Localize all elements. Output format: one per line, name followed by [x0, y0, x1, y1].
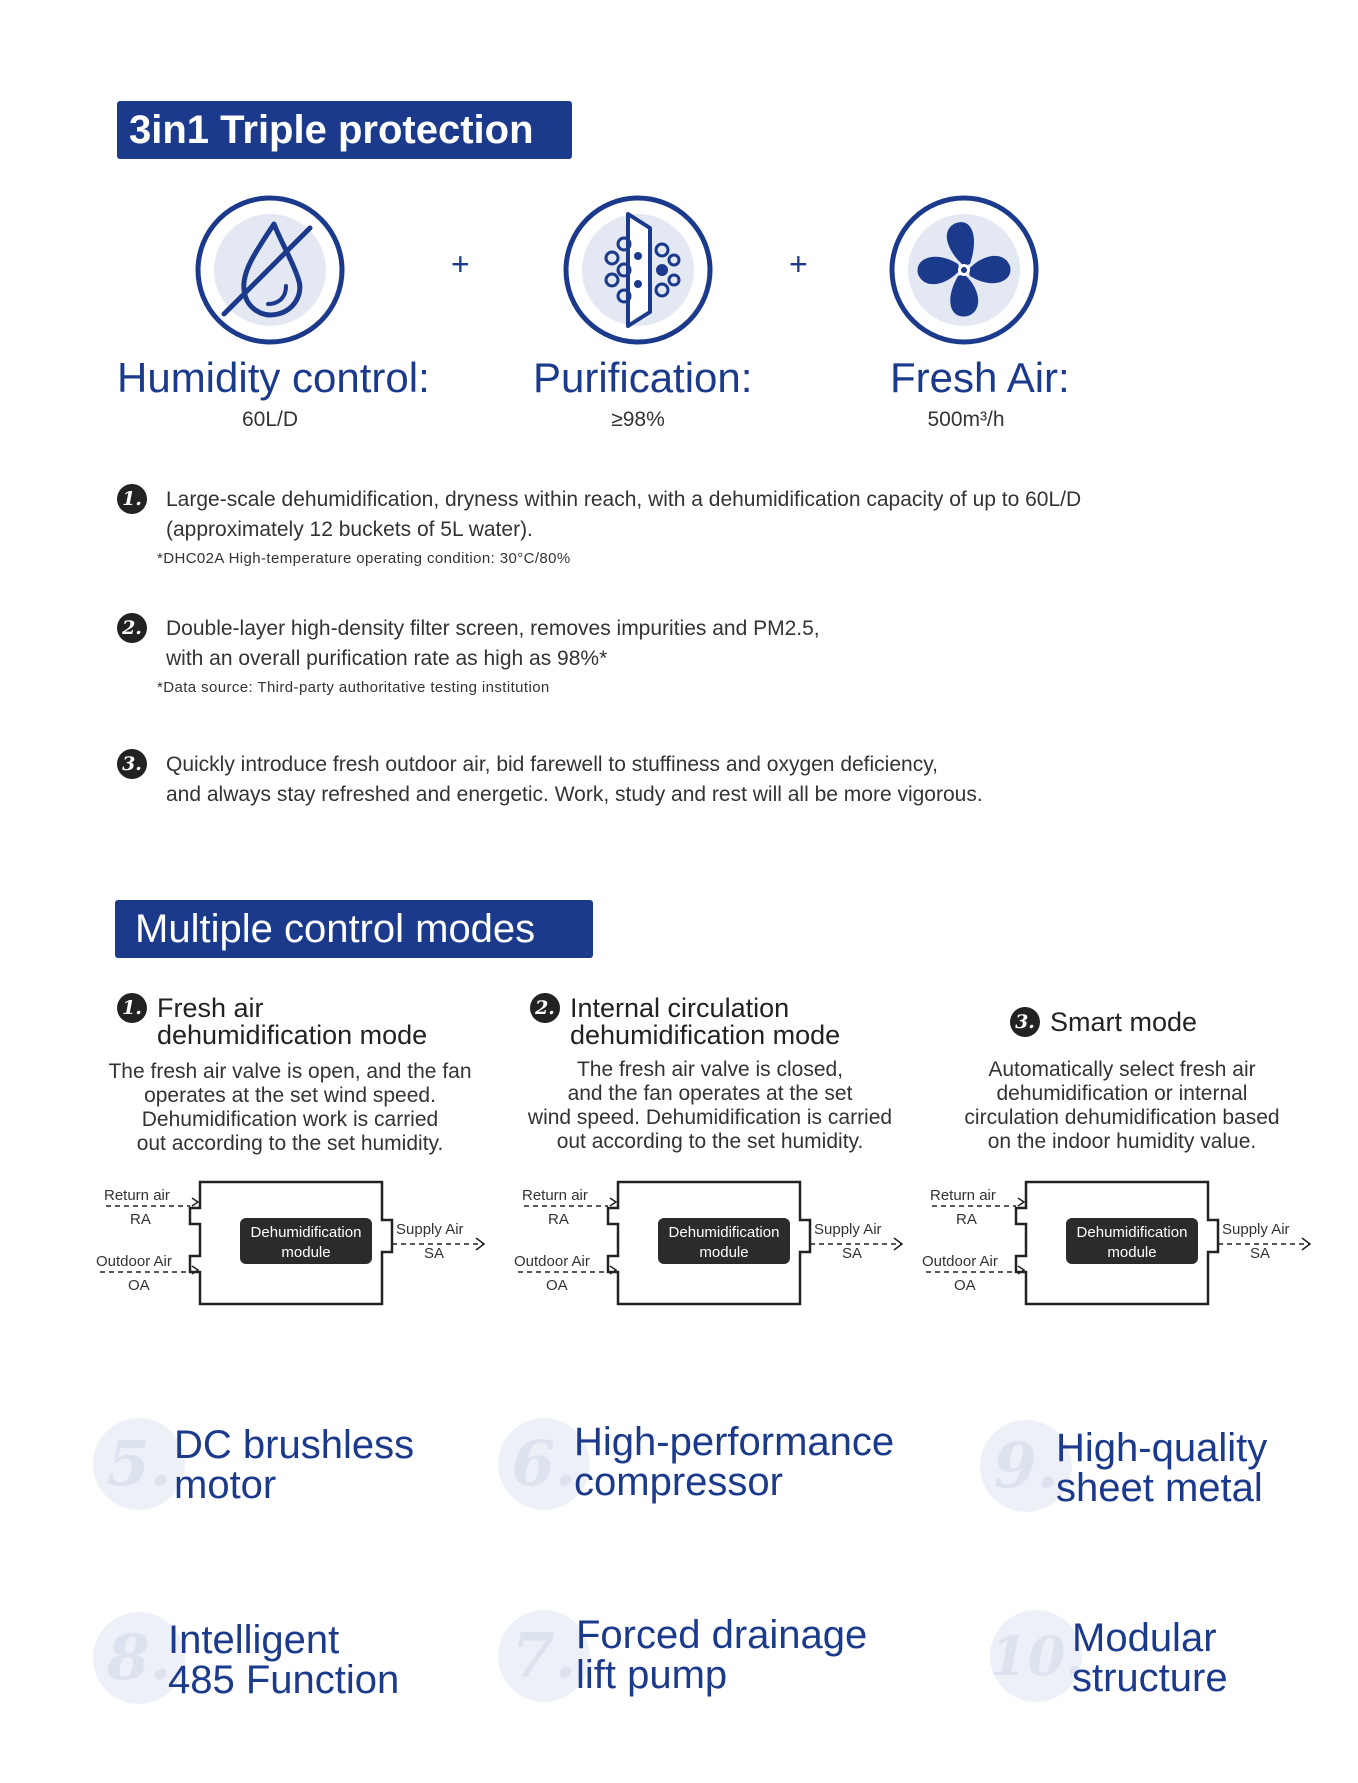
mode-title: dehumidification mode	[157, 1020, 428, 1050]
module-label: module	[699, 1244, 749, 1261]
supply-air-label: Supply Air	[814, 1221, 882, 1238]
feature-number: 9.	[980, 1420, 1072, 1512]
mode-description: Automatically select fresh air dehumidification or internal circulation dehumidification based on the indoor humidity value.	[964, 1058, 1280, 1153]
bullet-text: and always stay refreshed and energetic. Work, study and rest will all be more vigorous.	[166, 783, 983, 806]
mode-number: 3.	[1010, 1007, 1040, 1037]
module-label: Dehumidification	[668, 1224, 780, 1241]
module-label: module	[1107, 1244, 1157, 1261]
plus-sign: +	[451, 246, 470, 282]
bullet-text: Double-layer high-density filter screen, removes impurities and PM2.5,	[166, 617, 820, 640]
feature-value-fresh-air: 500m³/h	[927, 408, 1005, 431]
oa-label: OA	[546, 1277, 568, 1294]
oa-label: OA	[954, 1277, 976, 1294]
feature-title: High-performance compressor	[574, 1420, 895, 1504]
feature-title: DC brushless motor	[174, 1423, 415, 1507]
bullet-number: 2.	[117, 613, 147, 643]
supply-air-label: Supply Air	[1222, 1221, 1290, 1238]
mode-title: Fresh air	[157, 993, 264, 1023]
bullet-number: 1.	[117, 484, 147, 514]
mode-number: 2.	[530, 993, 560, 1023]
outdoor-air-label: Outdoor Air	[514, 1253, 590, 1270]
bullet-number: 3.	[117, 749, 147, 779]
feature-label-humidity: Humidity control:	[117, 354, 430, 401]
airflow-diagram	[92, 1178, 492, 1318]
mode-description: The fresh air valve is open, and the fan operates at the set wind speed. Dehumidification work is carried out according to the set humidity.	[108, 1060, 472, 1155]
bullet-text: Large-scale dehumidification, dryness within reach, with a dehumidification capacity of up to 60L/D	[166, 488, 1082, 511]
feature-value-purification: ≥98%	[611, 408, 665, 431]
ra-label: RA	[548, 1211, 569, 1228]
return-air-label: Return air	[104, 1187, 170, 1204]
feature-number: 6.	[498, 1418, 590, 1510]
feature-value-humidity: 60L/D	[241, 408, 299, 431]
feature-title: High-quality sheet metal	[1056, 1426, 1268, 1510]
feature-title: Intelligent 485 Function	[168, 1618, 400, 1702]
bullet-footnote: *Data source: Third-party authoritative testing institution	[157, 679, 550, 696]
feature-label-fresh-air: Fresh Air:	[890, 354, 1070, 401]
mode-title: Smart mode	[1050, 1007, 1198, 1037]
sa-label: SA	[424, 1245, 445, 1262]
bullet-footnote: *DHC02A High-temperature operating condition: 30°C/80%	[157, 550, 571, 567]
module-label: module	[281, 1244, 331, 1261]
mode-number: 1.	[117, 993, 147, 1023]
outdoor-air-label: Outdoor Air	[922, 1253, 998, 1270]
module-label: Dehumidification	[250, 1224, 362, 1241]
oa-label: OA	[128, 1277, 150, 1294]
plus-sign: +	[789, 246, 808, 282]
feature-number: 8.	[93, 1612, 185, 1704]
feature-title: Forced drainage lift pump	[576, 1613, 868, 1697]
water-drop-slash-icon	[194, 194, 346, 346]
airflow-diagram	[918, 1178, 1318, 1318]
sa-label: SA	[842, 1245, 863, 1262]
feature-number: 10.	[990, 1610, 1082, 1702]
feature-title: Modular structure	[1072, 1616, 1228, 1700]
filter-icon	[562, 194, 714, 346]
bullet-text: (approximately 12 buckets of 5L water).	[166, 518, 533, 541]
ra-label: RA	[130, 1211, 151, 1228]
feature-number: 7.	[498, 1610, 590, 1702]
bullet-text: Quickly introduce fresh outdoor air, bid farewell to stuffiness and oxygen deficiency,	[166, 753, 938, 776]
mode-title: Internal circulation	[570, 993, 790, 1023]
return-air-label: Return air	[930, 1187, 996, 1204]
mode-title: dehumidification mode	[570, 1020, 841, 1050]
supply-air-label: Supply Air	[396, 1221, 464, 1238]
fan-icon	[888, 194, 1040, 346]
outdoor-air-label: Outdoor Air	[96, 1253, 172, 1270]
section-title-triple-protection: 3in1 Triple protection	[117, 101, 572, 159]
return-air-label: Return air	[522, 1187, 588, 1204]
sa-label: SA	[1250, 1245, 1271, 1262]
airflow-diagram	[510, 1178, 910, 1318]
feature-label-purification: Purification:	[533, 354, 753, 401]
module-label: Dehumidification	[1076, 1224, 1188, 1241]
bullet-text: with an overall purification rate as high as 98%*	[166, 647, 608, 670]
feature-number: 5.	[93, 1418, 185, 1510]
mode-description: The fresh air valve is closed, and the fan operates at the set wind speed. Dehumidification is carried out according to the set humidity.	[527, 1058, 893, 1153]
section-title-control-modes: Multiple control modes	[115, 900, 593, 958]
ra-label: RA	[956, 1211, 977, 1228]
